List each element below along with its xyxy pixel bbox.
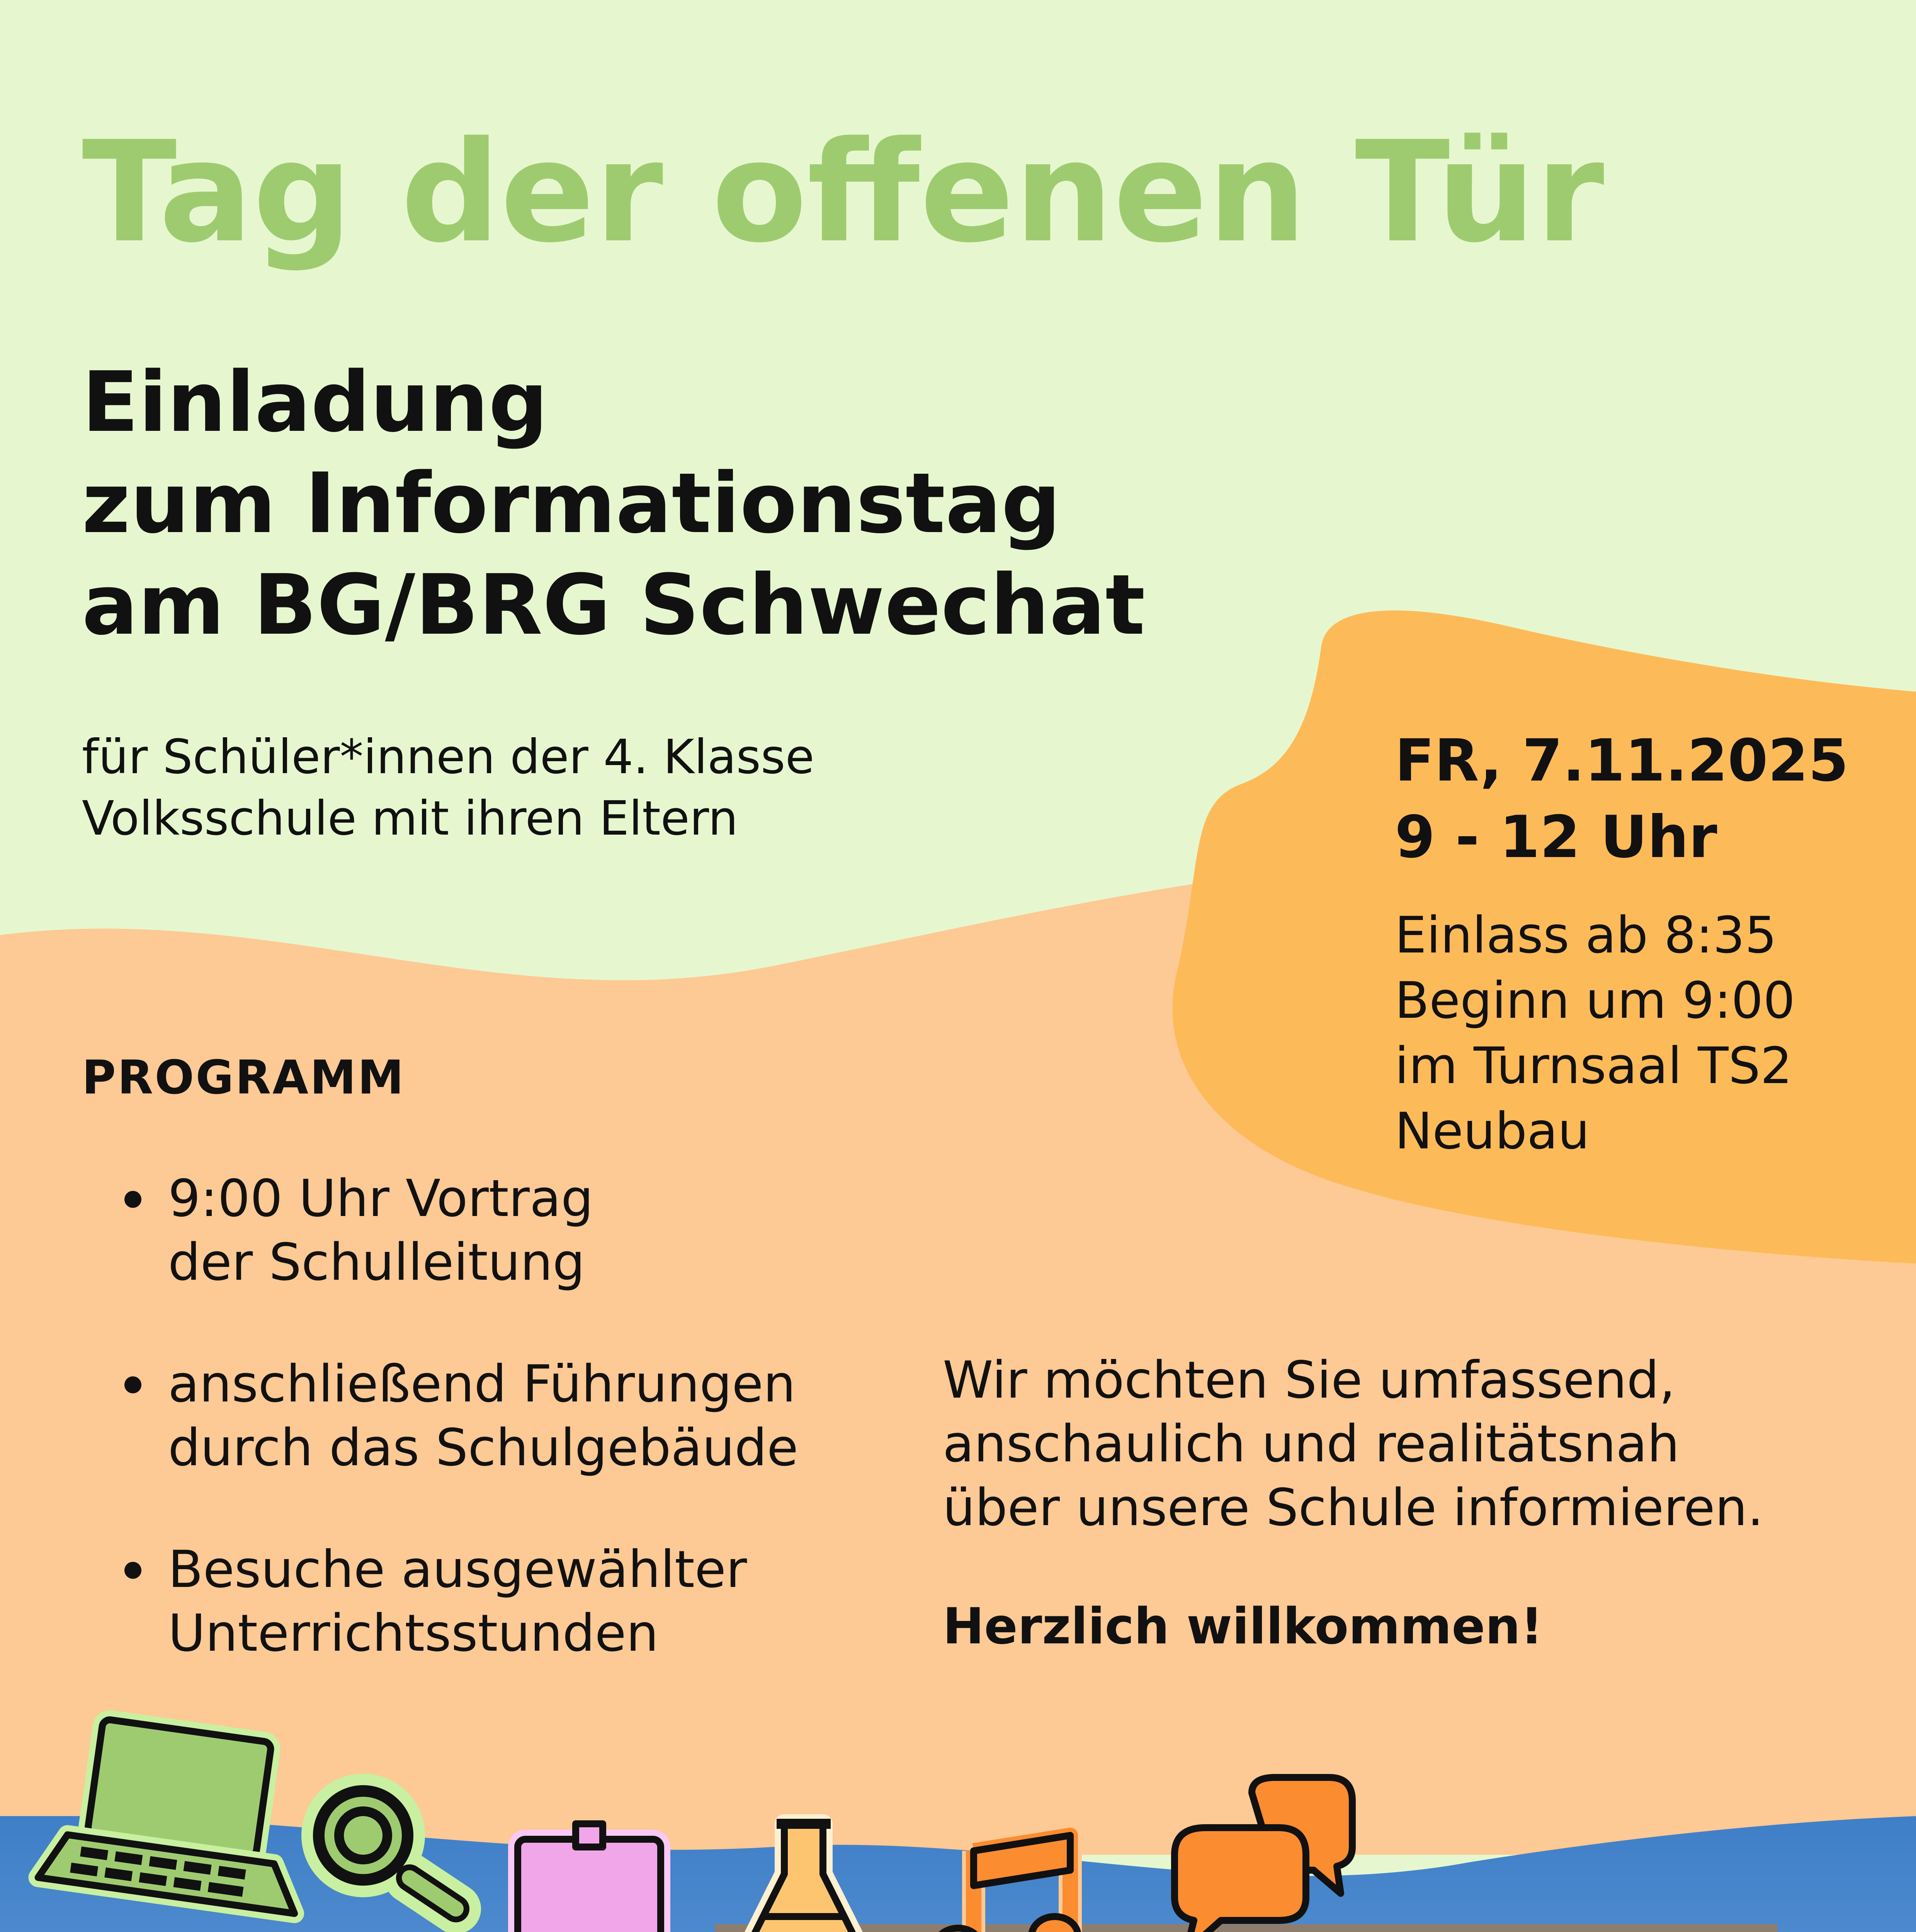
welcome-text: Herzlich willkommen! [943,1598,1543,1655]
event-detail: Neubau [1395,1102,1590,1160]
invitation-line: zum Informationstag [82,455,1061,552]
program-item-line: durch das Schulgebäude [168,1418,799,1478]
event-date: FR, 7.11.2025 [1395,727,1849,794]
program-item-line: Unterrichtsstunden [168,1604,659,1663]
music-note-icon [935,1835,1078,1932]
presentation-board-icon [518,1824,661,1932]
event-time: 9 - 12 Uhr [1395,804,1717,871]
laptop-icon [38,1713,318,1913]
event-detail: Einlass ab 8:35 [1395,906,1777,964]
event-detail: Beginn um 9:00 [1395,971,1795,1030]
program-item-line: der Schulleitung [168,1233,585,1292]
program-item-line: 9:00 Uhr Vortrag [168,1169,593,1228]
invitation-line: Einladung [82,354,548,451]
flask-icon [747,1824,860,1932]
program-item-line: anschließend Führungen [168,1354,796,1414]
program-heading: PROGRAMM [82,1051,405,1105]
invitation-line: am BG/BRG Schwechat [82,556,1145,653]
intro-line: Wir möchten Sie umfassend, [943,1350,1676,1410]
event-detail: im Turnsaal TS2 [1395,1036,1792,1095]
speech-bubbles-icon [1175,1777,1352,1932]
intro-line: anschaulich und realitätsnah [943,1414,1680,1474]
page-title: Tag der offenen Tür [82,111,1605,273]
program-item-line: Besuche ausgewählter [168,1540,747,1599]
magnifier-icon [301,1774,456,1909]
target-line: Volksschule mit ihren Eltern [82,791,738,846]
intro-line: über unsere Schule informieren. [943,1478,1764,1537]
target-line: für Schüler*innen der 4. Klasse [82,730,814,784]
